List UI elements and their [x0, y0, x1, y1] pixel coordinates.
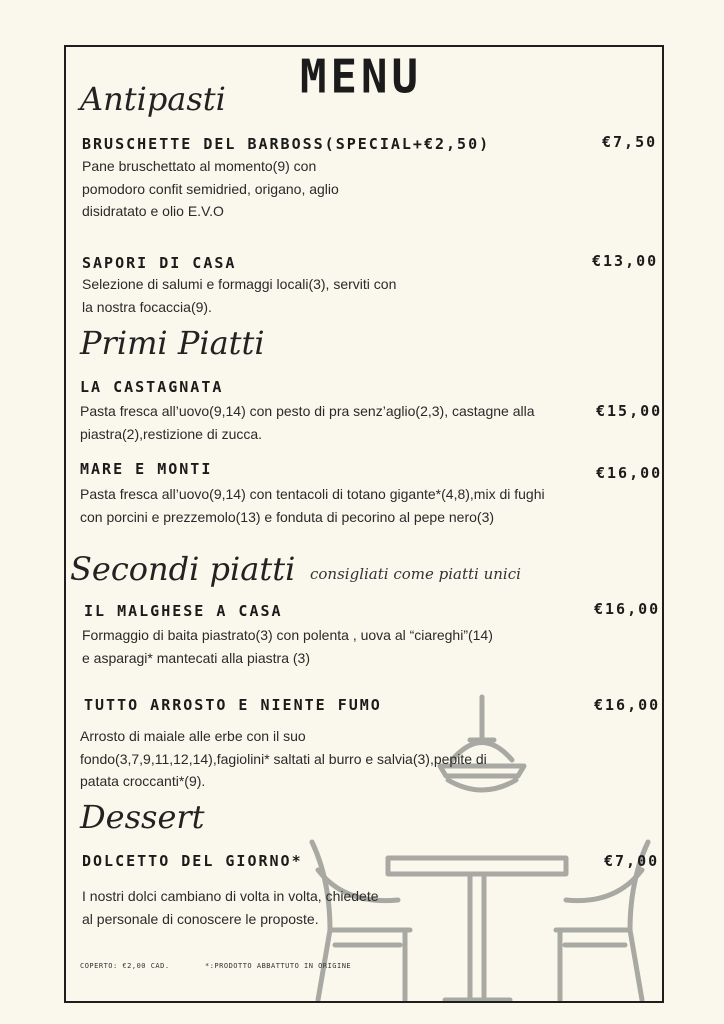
item-name: DOLCETTO DEL GIORNO*: [82, 852, 303, 870]
item-price: €7,00: [604, 852, 660, 870]
item-description: Formaggio di baita piastrato(3) con polenta , uova al “ciareghi”(14) e asparagi* mantecati alla piastra (3): [82, 627, 493, 666]
section-primi-piatti: Primi Piatti: [80, 324, 265, 362]
item-price: €16,00: [594, 696, 661, 714]
section-secondi-note: consigliati come piatti unici: [310, 565, 521, 583]
section-dessert: Dessert: [80, 798, 205, 836]
item-description: Pasta fresca all’uovo(9,14) con tentacoli di totano gigante*(4,8),mix di fughi con porcini e prezzemolo(13) e fonduta di pecorino al pepe nero(3): [80, 486, 545, 525]
item-description: I nostri dolci cambiano di volta in volta, chiedete al personale di conoscere le proposte.: [82, 888, 379, 927]
menu-title: MENU: [300, 50, 422, 105]
item-price: €16,00: [596, 464, 663, 482]
item-description: Arrosto di maiale alle erbe con il suo fondo(3,7,9,11,12,14),fagiolini* saltati al burro e salvia(3),pepite di patata croccanti*(9).: [80, 728, 487, 789]
item-description: Pane bruschettato al momento(9) con pomodoro confit semidried, origano, aglio disidratato e olio E.V.O: [82, 158, 339, 219]
item-name: MARE E MONTI: [80, 460, 213, 478]
item-price: €16,00: [594, 600, 661, 618]
item-description: Pasta fresca all’uovo(9,14) con pesto di pra senz’aglio(2,3), castagne alla piastra(2),restizione di zucca.: [80, 403, 535, 442]
item-price: €15,00: [596, 402, 663, 420]
item-name: IL MALGHESE A CASA: [84, 602, 283, 620]
footer-note: *:PRODOTTO ABBATTUTO IN ORIGINE: [205, 962, 352, 970]
item-name: LA CASTAGNATA: [80, 378, 224, 396]
item-name: BRUSCHETTE DEL BARBOSS(SPECIAL+€2,50): [82, 135, 491, 153]
item-name: TUTTO ARROSTO E NIENTE FUMO: [84, 696, 382, 714]
section-secondi-piatti: Secondi piatti: [70, 550, 296, 588]
item-price: €13,00: [592, 252, 659, 270]
item-name: SAPORI DI CASA: [82, 254, 237, 272]
footer-coperto: COPERTO: €2,00 CAD.: [80, 962, 170, 970]
item-price: €7,50: [602, 133, 658, 151]
item-description: Selezione di salumi e formaggi locali(3), serviti con la nostra focaccia(9).: [82, 276, 397, 315]
section-antipasti: Antipasti: [80, 80, 226, 118]
